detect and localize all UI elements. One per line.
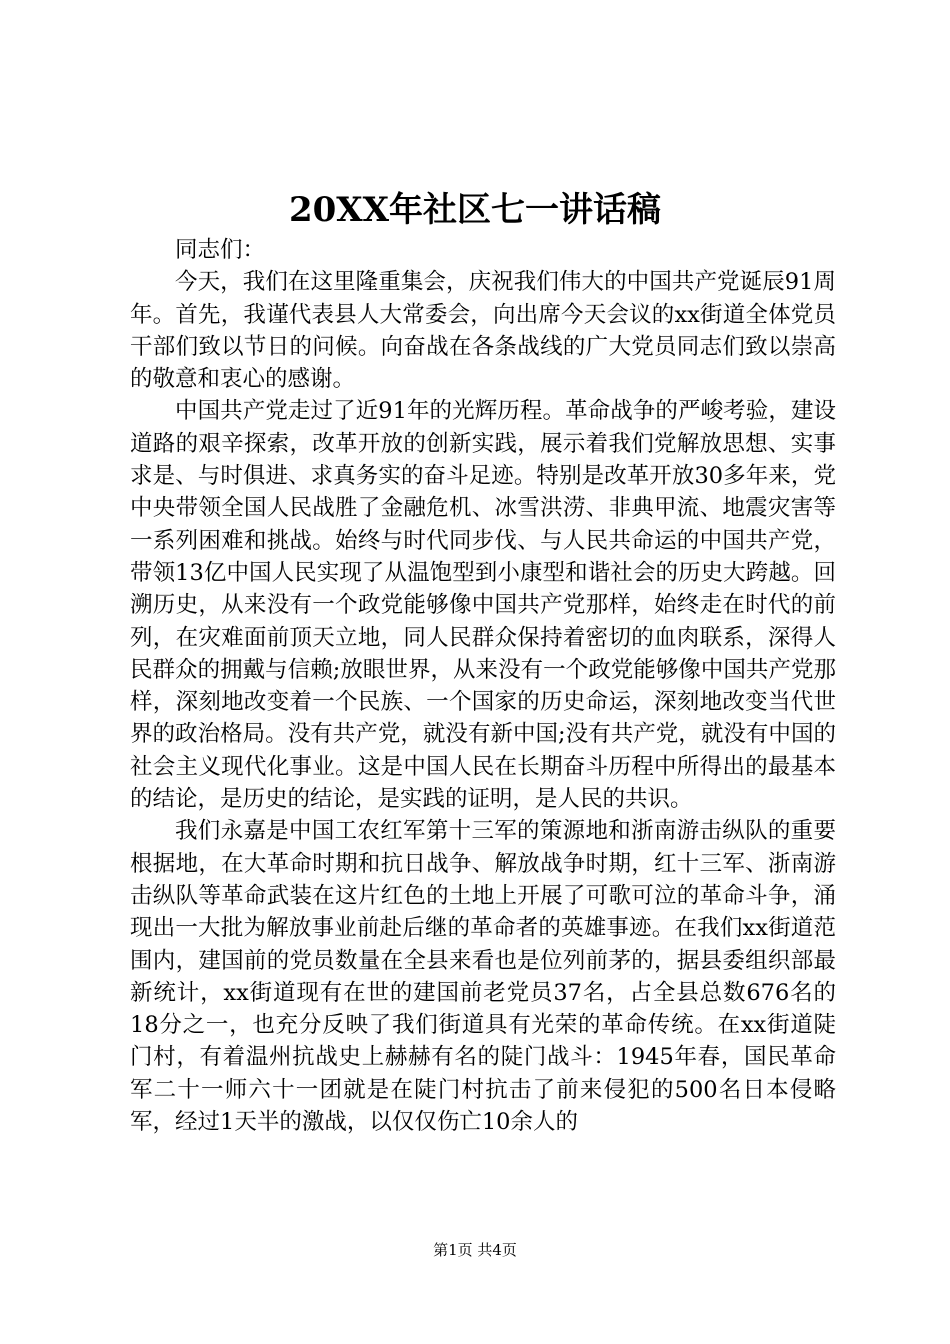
paragraph-3: 我们永嘉是中国工农红军第十三军的策源地和浙南游击纵队的重要根据地，在大革命时期和抗日战争、解放战争时期，红十三军、浙南游击纵队等革命武装在这片红色的土地上开展了可歌可泣的革命斗争，涌现出一大批为解放事业前赴后继的革命者的英雄事迹。在我们xx街道范围内，建国前的党员数量在全县来看也是位列前茅的，据县委组织部最新统计，xx街道现有在世的建国前老党员37名，占全县总数676名的18分之一，也充分反映了我们街道具有光荣的革命传统。在xx街道陡门村，有着温州抗战史上赫赫有名的陡门战斗：1945年春，国民革命军二十一师六十一团就是在陡门村抗击了前来侵犯的500名日本侵略军，经过1天半的激战，以仅仅伤亡10余人的 [130, 818, 836, 1136]
paragraph-2: 中国共产党走过了近91年的光辉历程。革命战争的严峻考验，建设道路的艰辛探索，改革开放的创新实践，展示着我们党解放思想、实事求是、与时俱进、求真务实的奋斗足迹。特别是改革开放30多年来，党中央带领全国人民战胜了金融危机、冰雪洪涝、非典甲流、地震灾害等一系列困难和挑战。始终与时代同步伐、与人民共命运的中国共产党，带领13亿中国人民实现了从温饱型到小康型和谐社会的历史大跨越。回溯历史，从来没有一个政党能够像中国共产党那样，始终走在时代的前列，在灾难面前顶天立地，同人民群众保持着密切的血肉联系，深得人民群众的拥戴与信赖;放眼世界，从来没有一个政党能够像中国共产党那样，深刻地改变着一个民族、一个国家的历史命运，深刻地改变当代世界的政治格局。没有共产党，就没有新中国;没有共产党，就没有中国的社会主义现代化事业。这是中国人民在长期奋斗历程中所得出的最基本的结论，是历史的结论，是实践的证明，是人民的共识。 [130, 398, 836, 813]
paragraph-1: 今天，我们在这里隆重集会，庆祝我们伟大的中国共产党诞辰91周年。首先，我谨代表县人大常委会，向出席今天会议的xx街道全体党员干部们致以节日的问候。向奋战在各条战线的广大党员同志们致以崇高的敬意和衷心的感谢。 [130, 269, 836, 393]
document-body [130, 234, 836, 1138]
page-number: 第1页 共4页 [433, 1241, 517, 1259]
document-title: 20XX年社区七一讲话稿 [288, 190, 662, 230]
page-footer [0, 1240, 950, 1260]
salutation: 同志们： [175, 237, 266, 263]
